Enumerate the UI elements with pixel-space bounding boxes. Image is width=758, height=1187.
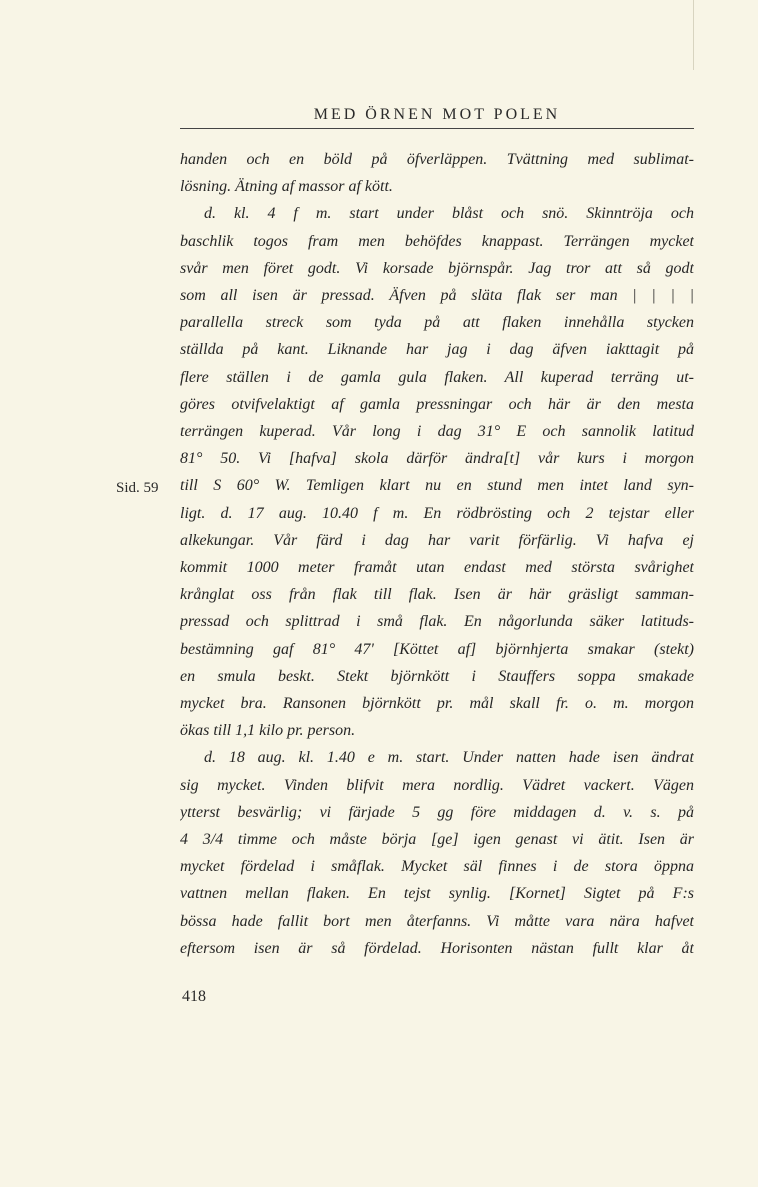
margin-reference: Sid. 59 [116, 480, 159, 496]
text-line: handen och en böld på öfverläppen. Tvättning med sublimat- [180, 151, 694, 168]
text-line: terrängen kuperad. Vår long i dag 31° E och sannolik latitud [180, 423, 694, 441]
text-line: ställda på kant. Liknande har jag i dag äfven iakttagit på [180, 341, 694, 359]
text-line: alkekungar. Vår färd i dag har varit förfärlig. Vi hafva ej [180, 531, 694, 549]
text-line: flere ställen i de gamla gula flaken. All kuperad terräng ut- [180, 368, 694, 386]
text-line: till S 60° W. Temligen klart nu en stund men intet land syn- [180, 477, 694, 495]
text-line: göres otvifvelaktigt af gamla pressningar och här är den mesta [180, 395, 694, 413]
text-line: svår men föret godt. Vi korsade björnspår. Jag tror att så godt [180, 259, 694, 277]
text-line: en smula beskt. Stekt björnkött i Stauffers soppa smakade [180, 667, 694, 685]
text-line: som all isen är pressad. Äfven på släta flak ser man | | | | [180, 287, 694, 305]
text-line: 81° 50. Vi [hafva] skola därför ändra[t] vår kurs i morgon [180, 450, 694, 468]
text-line: pressad och splittrad i små flak. En någorlunda säker latituds- [180, 613, 694, 631]
text-line: ökas till 1,1 kilo pr. person. [180, 722, 356, 740]
text-line: krånglat oss från flak till flak. Isen är här gräsligt samman- [180, 586, 694, 604]
text-line: vattnen mellan flaken. En tejst synlig. [Kornet] Sigtet på F:s [180, 885, 694, 903]
text-line: mycket fördelad i småflak. Mycket säl finnes i de stora öppna [180, 858, 694, 876]
text-line: bestämning gaf 81° 47' [Köttet af] björnhjerta smakar (stekt) [180, 640, 694, 658]
text-line: kommit 1000 meter framåt utan endast med största svårighet [180, 559, 694, 577]
text-line: parallella streck som tyda på att flaken innehålla stycken [180, 314, 694, 332]
text-line: bössa hade fallit bort men återfanns. Vi måtte vara nära hafvet [180, 912, 694, 930]
text-line: eftersom isen är så fördelad. Horisonten nästan fullt klar åt [180, 939, 694, 957]
header-rule [180, 128, 694, 129]
text-line: ligt. d. 17 aug. 10.40 f m. En rödbrösting och 2 tejstar eller [180, 504, 694, 522]
text-line: d. 18 aug. kl. 1.40 e m. start. Under natten hade isen ändrat [204, 749, 694, 767]
text-line: mycket bra. Ransonen björnkött pr. mål skall fr. o. m. morgon [180, 695, 694, 713]
text-line: baschlik togos fram men behöfdes knappast. Terrängen mycket [180, 232, 694, 250]
text-line: sig mycket. Vinden blifvit mera nordlig. Vädret vackert. Vägen [180, 776, 694, 794]
page-number: 418 [182, 988, 206, 1005]
text-line: 4 3/4 timme och måste börja [ge] igen genast vi ätit. Isen är [180, 831, 694, 849]
text-line: ytterst besvärlig; vi färjade 5 gg före middagen d. v. s. på [180, 803, 694, 821]
running-header: MED ÖRNEN MOT POLEN [313, 106, 561, 123]
body-text [180, 146, 694, 962]
text-line: lösning. Ätning af massor af kött. [180, 178, 393, 196]
text-line: d. kl. 4 f m. start under blåst och snö. Skinntröja och [204, 205, 694, 223]
page-edge-line [693, 0, 694, 70]
